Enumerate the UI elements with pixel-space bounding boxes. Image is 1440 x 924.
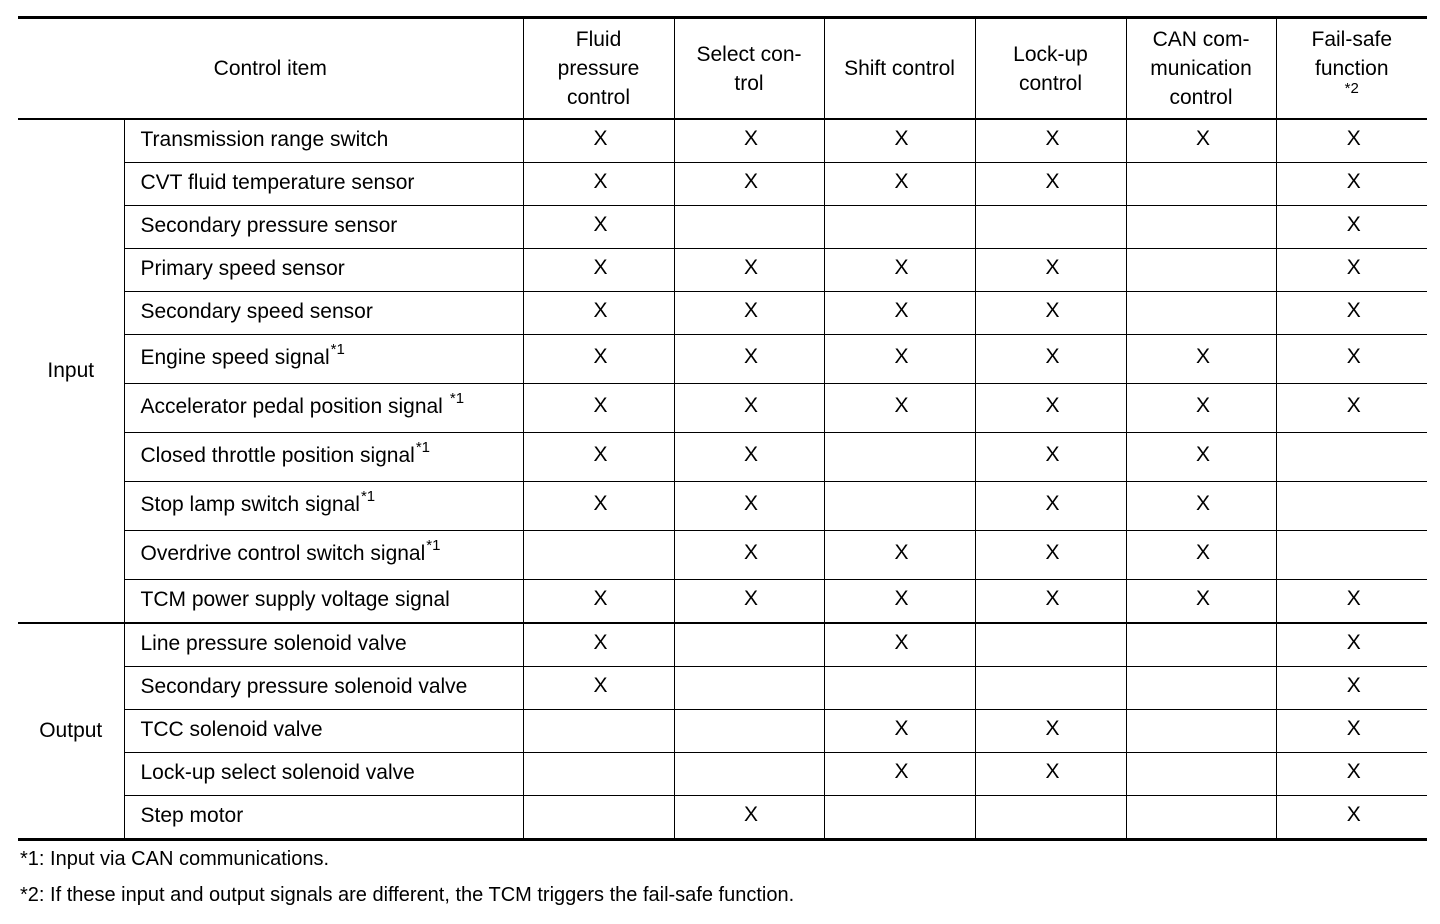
mark-cell <box>1126 710 1276 753</box>
mark-cell <box>824 384 975 433</box>
mark-cell <box>1276 531 1427 580</box>
check-mark: X <box>593 127 608 150</box>
check-mark: X <box>1045 443 1060 466</box>
control-item-cell <box>124 249 523 292</box>
table-row <box>18 482 1427 531</box>
header-col-line: control <box>1169 86 1233 109</box>
check-mark: X <box>744 345 759 368</box>
mark-cell <box>975 163 1126 206</box>
mark-cell <box>674 249 824 292</box>
mark-cell <box>824 335 975 384</box>
check-mark: X <box>1196 587 1211 610</box>
mark-cell <box>674 433 824 482</box>
control-item-cell <box>124 753 523 796</box>
mark-cell <box>975 335 1126 384</box>
check-mark: X <box>593 345 608 368</box>
check-mark: X <box>744 587 759 610</box>
check-mark: X <box>593 213 608 236</box>
mark-cell <box>824 206 975 249</box>
check-mark: X <box>894 345 909 368</box>
check-mark: X <box>1346 717 1361 740</box>
document <box>18 16 1427 841</box>
check-mark: X <box>1346 256 1361 279</box>
mark-cell <box>674 163 824 206</box>
mark-cell <box>1276 384 1427 433</box>
footnote-1: *1: Input via CAN communications. <box>20 848 330 870</box>
mark-cell <box>1126 292 1276 335</box>
mark-cell <box>1126 119 1276 163</box>
check-mark: X <box>1196 541 1211 564</box>
mark-cell <box>523 667 674 710</box>
table-row <box>18 623 1427 667</box>
control-item-label: Primary speed sensor <box>140 257 345 280</box>
check-mark: X <box>1346 345 1361 368</box>
control-item-label: Line pressure solenoid valve <box>140 632 407 655</box>
table-row <box>18 753 1427 796</box>
mark-cell <box>975 292 1126 335</box>
mark-cell <box>523 206 674 249</box>
check-mark: X <box>744 803 759 826</box>
check-mark: X <box>593 394 608 417</box>
check-mark: X <box>894 299 909 322</box>
table-row <box>18 667 1427 710</box>
mark-cell <box>1276 335 1427 384</box>
mark-cell <box>674 667 824 710</box>
check-mark: X <box>1045 345 1060 368</box>
table-row <box>18 206 1427 249</box>
mark-cell <box>975 384 1126 433</box>
control-item-cell <box>124 292 523 335</box>
header-col-5 <box>1126 18 1276 120</box>
mark-cell <box>674 292 824 335</box>
table-row <box>18 163 1427 206</box>
header-col-6 <box>1276 18 1427 120</box>
check-mark: X <box>894 631 909 654</box>
mark-cell <box>975 531 1126 580</box>
mark-cell <box>674 335 824 384</box>
control-item-cell <box>124 623 523 667</box>
mark-cell <box>674 710 824 753</box>
control-item-label: Secondary pressure sensor <box>140 214 398 237</box>
mark-cell <box>824 580 975 624</box>
header-col-line: function <box>1314 57 1389 80</box>
check-mark: X <box>1196 492 1211 515</box>
mark-cell <box>1126 753 1276 796</box>
mark-cell <box>523 384 674 433</box>
mark-cell <box>824 667 975 710</box>
mark-cell <box>975 482 1126 531</box>
control-item-label: Secondary speed sensor <box>140 300 373 323</box>
mark-cell <box>1126 623 1276 667</box>
check-mark: X <box>1045 127 1060 150</box>
header-footnote-ref: *2 <box>1344 80 1359 97</box>
group-label-output: Output <box>18 623 124 840</box>
check-mark: X <box>593 170 608 193</box>
control-item-cell <box>124 667 523 710</box>
mark-cell <box>1126 384 1276 433</box>
check-mark: X <box>1045 541 1060 564</box>
control-item-cell <box>124 796 523 840</box>
check-mark: X <box>1045 492 1060 515</box>
table-row <box>18 292 1427 335</box>
control-item-label: TCM power supply voltage signal <box>140 588 450 611</box>
mark-cell <box>523 623 674 667</box>
header-col-line: trol <box>734 71 764 95</box>
mark-cell <box>674 580 824 624</box>
mark-cell <box>824 482 975 531</box>
mark-cell <box>674 531 824 580</box>
mark-cell <box>824 163 975 206</box>
mark-cell <box>824 249 975 292</box>
mark-cell <box>674 482 824 531</box>
mark-cell <box>523 753 674 796</box>
footnotes <box>20 846 794 918</box>
footnote-ref: *1 <box>426 537 441 554</box>
mark-cell <box>674 623 824 667</box>
mark-cell <box>1126 482 1276 531</box>
table-header-row <box>18 18 1427 120</box>
check-mark: X <box>744 299 759 322</box>
mark-cell <box>824 710 975 753</box>
mark-cell <box>824 433 975 482</box>
check-mark: X <box>593 256 608 279</box>
mark-cell <box>523 249 674 292</box>
check-mark: X <box>1346 299 1361 322</box>
mark-cell <box>523 710 674 753</box>
table-row <box>18 119 1427 163</box>
mark-cell <box>1276 667 1427 710</box>
check-mark: X <box>1346 803 1361 826</box>
check-mark: X <box>894 256 909 279</box>
check-mark: X <box>744 127 759 150</box>
control-item-label: Overdrive control switch signal <box>140 542 426 565</box>
check-mark: X <box>894 127 909 150</box>
control-items-table <box>18 16 1427 841</box>
check-mark: X <box>894 587 909 610</box>
control-item-cell <box>124 163 523 206</box>
check-mark: X <box>1346 631 1361 654</box>
mark-cell <box>523 335 674 384</box>
mark-cell <box>824 531 975 580</box>
header-col-line: CAN com- <box>1152 28 1250 51</box>
control-item-cell <box>124 580 523 624</box>
check-mark: X <box>1346 170 1361 193</box>
control-item-label: Stop lamp switch signal <box>140 493 360 516</box>
check-mark: X <box>1346 213 1361 236</box>
check-mark: X <box>1045 170 1060 193</box>
table-row <box>18 531 1427 580</box>
mark-cell <box>1126 433 1276 482</box>
control-item-cell <box>124 206 523 249</box>
mark-cell <box>1276 710 1427 753</box>
control-item-cell <box>124 710 523 753</box>
mark-cell <box>1276 482 1427 531</box>
mark-cell <box>1276 580 1427 624</box>
footnote-2: *2: If these input and output signals are different, the TCM triggers the fail-safe function. <box>20 884 795 906</box>
header-col-line: Select con- <box>696 42 802 66</box>
header-control-item: Control item <box>18 18 523 120</box>
mark-cell <box>1126 206 1276 249</box>
table-row <box>18 249 1427 292</box>
control-item-label: Accelerator pedal position signal <box>140 395 443 418</box>
header-col-line: Fail-safe <box>1311 28 1393 51</box>
mark-cell <box>824 753 975 796</box>
table-row <box>18 796 1427 840</box>
check-mark: X <box>593 587 608 610</box>
check-mark: X <box>744 394 759 417</box>
control-item-cell <box>124 119 523 163</box>
mark-cell <box>1276 206 1427 249</box>
footnote-ref: *1 <box>360 488 376 505</box>
mark-cell <box>975 710 1126 753</box>
check-mark: X <box>744 541 759 564</box>
check-mark: X <box>894 760 909 783</box>
header-col-2 <box>674 18 824 120</box>
mark-cell <box>674 206 824 249</box>
mark-cell <box>1276 249 1427 292</box>
mark-cell <box>975 623 1126 667</box>
mark-cell <box>523 531 674 580</box>
mark-cell <box>824 623 975 667</box>
check-mark: X <box>744 492 759 515</box>
mark-cell <box>975 206 1126 249</box>
mark-cell <box>674 753 824 796</box>
check-mark: X <box>1196 443 1211 466</box>
check-mark: X <box>894 170 909 193</box>
mark-cell <box>1126 249 1276 292</box>
check-mark: X <box>1346 127 1361 150</box>
mark-cell <box>824 796 975 840</box>
mark-cell <box>523 433 674 482</box>
group-label-input: Input <box>18 119 124 623</box>
check-mark: X <box>1196 394 1211 417</box>
header-col-3 <box>824 18 975 120</box>
mark-cell <box>1276 433 1427 482</box>
check-mark: X <box>1196 345 1211 368</box>
mark-cell <box>1126 580 1276 624</box>
check-mark: X <box>1196 127 1211 150</box>
header-col-last-line <box>1277 54 1428 112</box>
mark-cell <box>975 119 1126 163</box>
check-mark: X <box>593 299 608 322</box>
mark-cell <box>975 796 1126 840</box>
header-col-line: Fluid <box>575 28 622 51</box>
mark-cell <box>975 433 1126 482</box>
mark-cell <box>1126 335 1276 384</box>
mark-cell <box>1276 163 1427 206</box>
check-mark: X <box>1045 299 1060 322</box>
header-col-line: Lock-up <box>1013 42 1088 66</box>
header-col-line: pressure <box>557 57 640 80</box>
control-item-cell <box>124 531 523 580</box>
header-col-line: control <box>567 86 631 109</box>
table-row <box>18 384 1427 433</box>
mark-cell <box>523 163 674 206</box>
control-item-label: Secondary pressure solenoid valve <box>140 675 468 698</box>
header-col-4 <box>975 18 1126 120</box>
check-mark: X <box>593 674 608 697</box>
header-col-line: Shift control <box>844 57 955 80</box>
check-mark: X <box>894 541 909 564</box>
check-mark: X <box>744 170 759 193</box>
header-col-1 <box>523 18 674 120</box>
mark-cell <box>975 753 1126 796</box>
footnote-ref: *1 <box>449 390 465 407</box>
check-mark: X <box>894 394 909 417</box>
mark-cell <box>1276 292 1427 335</box>
mark-cell <box>674 384 824 433</box>
check-mark: X <box>1346 394 1361 417</box>
mark-cell <box>1276 119 1427 163</box>
mark-cell <box>523 580 674 624</box>
check-mark: X <box>744 256 759 279</box>
control-item-label: Transmission range switch <box>140 128 389 151</box>
check-mark: X <box>1045 587 1060 610</box>
control-item-cell <box>124 482 523 531</box>
check-mark: X <box>593 492 608 515</box>
check-mark: X <box>1346 674 1361 697</box>
mark-cell <box>975 580 1126 624</box>
control-item-cell <box>124 335 523 384</box>
check-mark: X <box>894 717 909 740</box>
footnote-ref: *1 <box>330 341 345 358</box>
control-item-label: Lock-up select solenoid valve <box>140 761 415 784</box>
mark-cell <box>523 292 674 335</box>
control-item-label: Closed throttle position signal <box>140 444 415 467</box>
control-item-label: Step motor <box>140 804 244 827</box>
mark-cell <box>1126 667 1276 710</box>
mark-cell <box>1126 796 1276 840</box>
check-mark: X <box>593 443 608 466</box>
check-mark: X <box>1045 760 1060 783</box>
table-body <box>18 119 1427 840</box>
mark-cell <box>1276 623 1427 667</box>
table-row <box>18 335 1427 384</box>
mark-cell <box>824 119 975 163</box>
footnote-ref: *1 <box>415 439 431 456</box>
control-item-cell <box>124 384 523 433</box>
check-mark: X <box>744 443 759 466</box>
check-mark: X <box>1346 760 1361 783</box>
mark-cell <box>1276 753 1427 796</box>
control-item-label: CVT fluid temperature sensor <box>140 171 415 194</box>
check-mark: X <box>1346 587 1361 610</box>
mark-cell <box>674 119 824 163</box>
mark-cell <box>523 119 674 163</box>
check-mark: X <box>1045 394 1060 417</box>
check-mark: X <box>1045 717 1060 740</box>
control-item-label: TCC solenoid valve <box>140 718 323 741</box>
mark-cell <box>1126 531 1276 580</box>
check-mark: X <box>593 631 608 654</box>
mark-cell <box>523 796 674 840</box>
mark-cell <box>674 796 824 840</box>
mark-cell <box>975 667 1126 710</box>
mark-cell <box>975 249 1126 292</box>
table-row <box>18 710 1427 753</box>
mark-cell <box>523 482 674 531</box>
header-col-line: munication <box>1150 57 1252 80</box>
table-row <box>18 580 1427 624</box>
mark-cell <box>824 292 975 335</box>
control-item-cell <box>124 433 523 482</box>
mark-cell <box>1126 163 1276 206</box>
header-col-line: control <box>1019 71 1083 95</box>
control-item-label: Engine speed signal <box>140 346 330 369</box>
mark-cell <box>1276 796 1427 840</box>
check-mark: X <box>1045 256 1060 279</box>
table-row <box>18 433 1427 482</box>
